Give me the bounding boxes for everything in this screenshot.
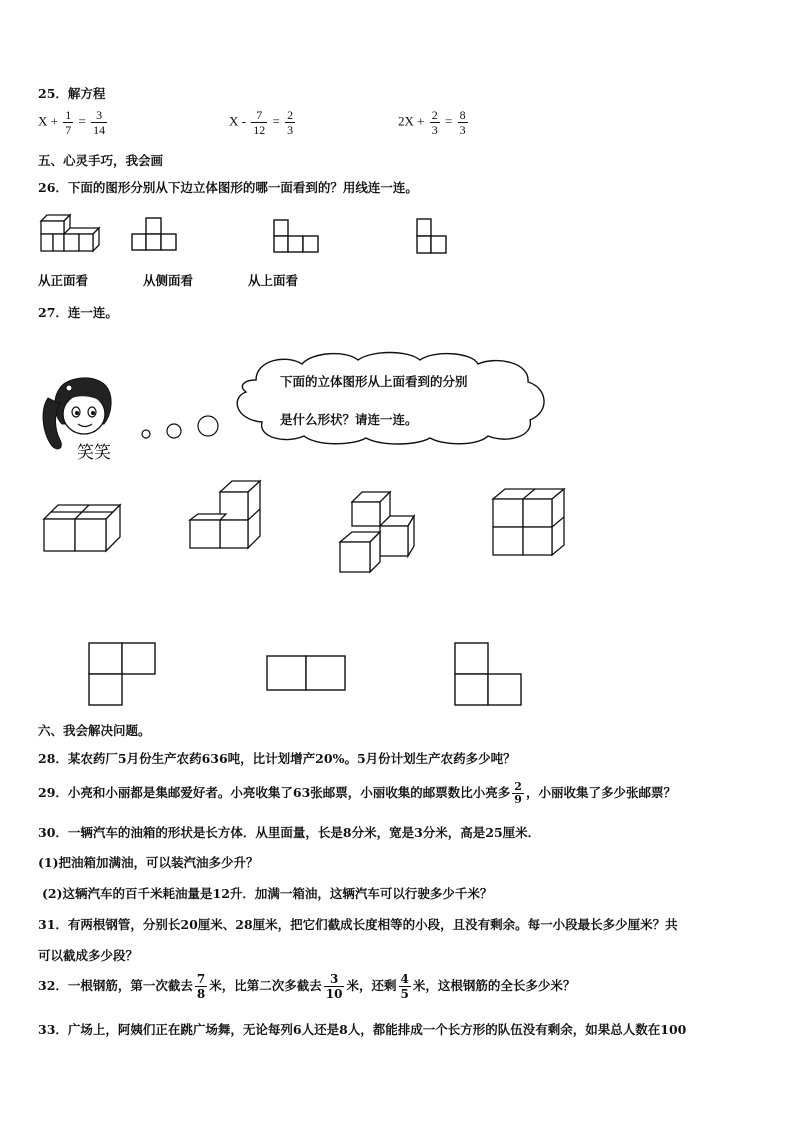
eq2-frac2: $\frac{2}{3}$ xyxy=(287,108,294,137)
girl-name: 笑笑 xyxy=(77,443,111,463)
eq3-lhs: 2X + xyxy=(398,113,425,129)
eq3-frac2: $\frac{8}{3}$ xyxy=(459,108,466,137)
q33-text: 33．广场上，阿姨们正在跳广场舞，无论每列6人还是8人，都能排成一个长方形的队伍没有剩余，如果总人数在100 xyxy=(38,1022,687,1037)
eq2-lhs: X - xyxy=(229,113,246,129)
q28-text: 28．某农药厂5月份生产农药636吨，比计划增产20%。5月份计划生产农药多少吨？ xyxy=(38,751,516,766)
q26-view-2[interactable] xyxy=(273,219,321,255)
q27-title: 27．连一连。 xyxy=(38,305,118,320)
q31-line1: 31．有两根钢管，分别长20厘米、28厘米，把它们截成长度相等的小段，且没有剩余。每一小段最长多少厘米？共 xyxy=(38,917,678,932)
q25-title: 25．解方程 xyxy=(38,86,106,101)
q31-line2: 可以截成多少段？ xyxy=(38,948,139,963)
q27-solid-1[interactable] xyxy=(40,495,124,555)
section-5-heading: 五、心灵手巧，我会画 xyxy=(38,153,164,168)
q27-solid-3[interactable] xyxy=(338,488,420,574)
q32-text: 32．一根钢筋，第一次截去 $\frac{7}{8}$ 米，比第二次多截去 $\frac{3}{10}$ 米，还剩 $\frac{4}{5}$ 米，这根钢筋的全长多少米？ xyxy=(38,972,576,1001)
q30-text: 30．一辆汽车的油箱的形状是长方体．从里面量，长是8分米，宽是3分米，高是25厘米． xyxy=(38,825,541,840)
label-side-view: 从侧面看 xyxy=(143,273,194,288)
q27-top-view-1[interactable] xyxy=(87,641,159,707)
cloud-text-line1: 下面的立体图形从上面看到的分别 xyxy=(280,374,468,389)
q26-solid-figure xyxy=(40,212,102,256)
q30-sub2: (2)这辆汽车的百千米耗油量是12升．加满一箱油，这辆汽车可以行驶多少千米？ xyxy=(42,886,493,901)
q27-solid-2[interactable] xyxy=(188,478,268,552)
q32-frac1: $\frac{7}{8}$ xyxy=(196,972,206,1001)
q27-top-view-3[interactable] xyxy=(453,641,525,707)
q26-view-1[interactable] xyxy=(131,217,179,253)
equation-2: X - $\frac{7}{12}$ = $\frac{2}{3}$ xyxy=(229,108,294,137)
q30-sub1: (1)把油箱加满油，可以装汽油多少升？ xyxy=(38,855,259,870)
eq1-lhs: X + xyxy=(38,113,58,129)
q32-frac2: $\frac{3}{10}$ xyxy=(325,972,343,1001)
cloud-text-line2: 是什么形状？请连一连。 xyxy=(280,412,418,427)
q26-text: 26．下面的图形分别从下边立体图形的哪一面看到的？用线连一连。 xyxy=(38,180,418,195)
q26-view-3[interactable] xyxy=(416,218,450,256)
eq3-frac1: $\frac{2}{3}$ xyxy=(431,108,438,137)
label-top-view: 从上面看 xyxy=(248,273,299,288)
equation-3: 2X + $\frac{2}{3}$ = $\frac{8}{3}$ xyxy=(398,108,466,137)
section-6-heading: 六、我会解决问题。 xyxy=(38,723,151,738)
eq2-frac1: $\frac{7}{12}$ xyxy=(253,108,266,137)
thought-bubbles xyxy=(140,414,220,444)
speech-cloud xyxy=(216,350,552,446)
q32-frac3: $\frac{4}{5}$ xyxy=(400,972,409,1001)
equation-1: X + $\frac{1}{7}$ = $\frac{3}{14}$ xyxy=(38,108,106,137)
q29-frac: $\frac{2}{9}$ xyxy=(514,780,522,806)
eq1-frac1: $\frac{1}{7}$ xyxy=(65,108,72,137)
eq1-frac2: $\frac{3}{14}$ xyxy=(93,108,106,137)
q27-solid-4[interactable] xyxy=(490,487,570,559)
label-front-view: 从正面看 xyxy=(38,273,89,288)
q29-text: 29．小亮和小丽都是集邮爱好者。小亮收集了63张邮票，小丽收集的邮票数比小亮多 $\frac{2}{9}$ ，小丽收集了多少张邮票？ xyxy=(38,780,676,806)
q27-top-view-2[interactable] xyxy=(265,654,347,692)
girl-illustration xyxy=(40,374,130,466)
